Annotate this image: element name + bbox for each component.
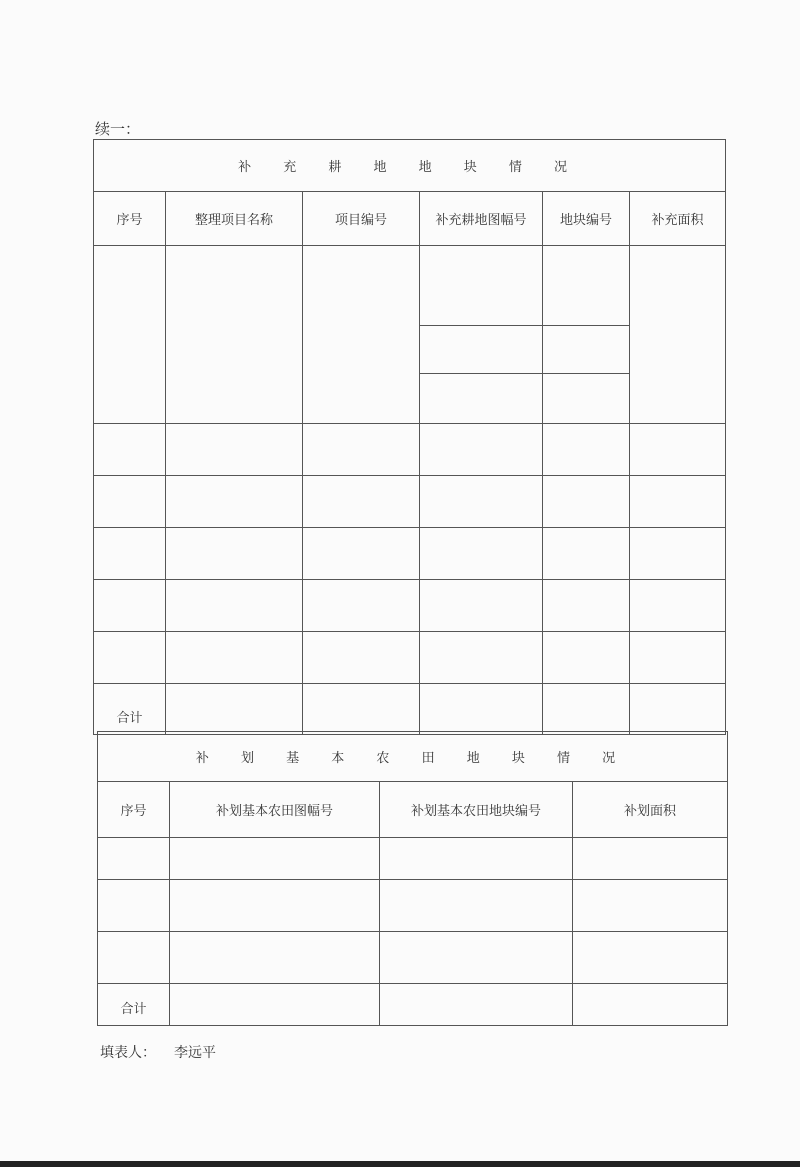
table-cell [543, 374, 630, 424]
form-filler [100, 1042, 216, 1062]
table-cell [166, 246, 303, 424]
replacement-farmland-table [97, 731, 728, 1026]
table-cell [630, 246, 726, 424]
total-row [94, 684, 726, 735]
header-serial: 序号 [98, 782, 170, 838]
table-row [98, 838, 728, 880]
header-map-sheet-number: 补划基本农田图幅号 [170, 782, 380, 838]
total-label: 合计 [94, 684, 166, 735]
table-cell [420, 246, 543, 326]
header-added-area: 补充面积 [630, 192, 726, 246]
table-cell [420, 374, 543, 424]
header-project-name: 整理项目名称 [166, 192, 303, 246]
total-row [98, 984, 728, 1026]
table-row [98, 880, 728, 932]
table2-title: 补 划 基 本 农 田 地 块 情 况 [98, 732, 728, 782]
table-cell [94, 246, 166, 424]
table-row [94, 476, 726, 528]
table-row [94, 424, 726, 476]
header-parcel-number: 补划基本农田地块编号 [380, 782, 573, 838]
table-cell [543, 326, 630, 374]
table-row [98, 932, 728, 984]
scan-bottom-edge [0, 1161, 800, 1167]
table-row [94, 580, 726, 632]
header-replacement-area: 补划面积 [573, 782, 728, 838]
filler-name: 李远平 [174, 1045, 216, 1061]
filler-label: 填表人： [100, 1045, 156, 1061]
total-label: 合计 [98, 984, 170, 1026]
table-row [94, 528, 726, 580]
continued-label: 续一： [95, 120, 141, 138]
table-row [94, 632, 726, 684]
table-cell [543, 246, 630, 326]
table-cell [420, 326, 543, 374]
header-serial: 序号 [94, 192, 166, 246]
supplementary-farmland-table [93, 139, 726, 735]
header-parcel-number: 地块编号 [543, 192, 630, 246]
header-map-sheet-number: 补充耕地图幅号 [420, 192, 543, 246]
table1-title: 补 充 耕 地 地 块 情 况 [94, 140, 726, 192]
table-cell [303, 246, 420, 424]
header-project-number: 项目编号 [303, 192, 420, 246]
